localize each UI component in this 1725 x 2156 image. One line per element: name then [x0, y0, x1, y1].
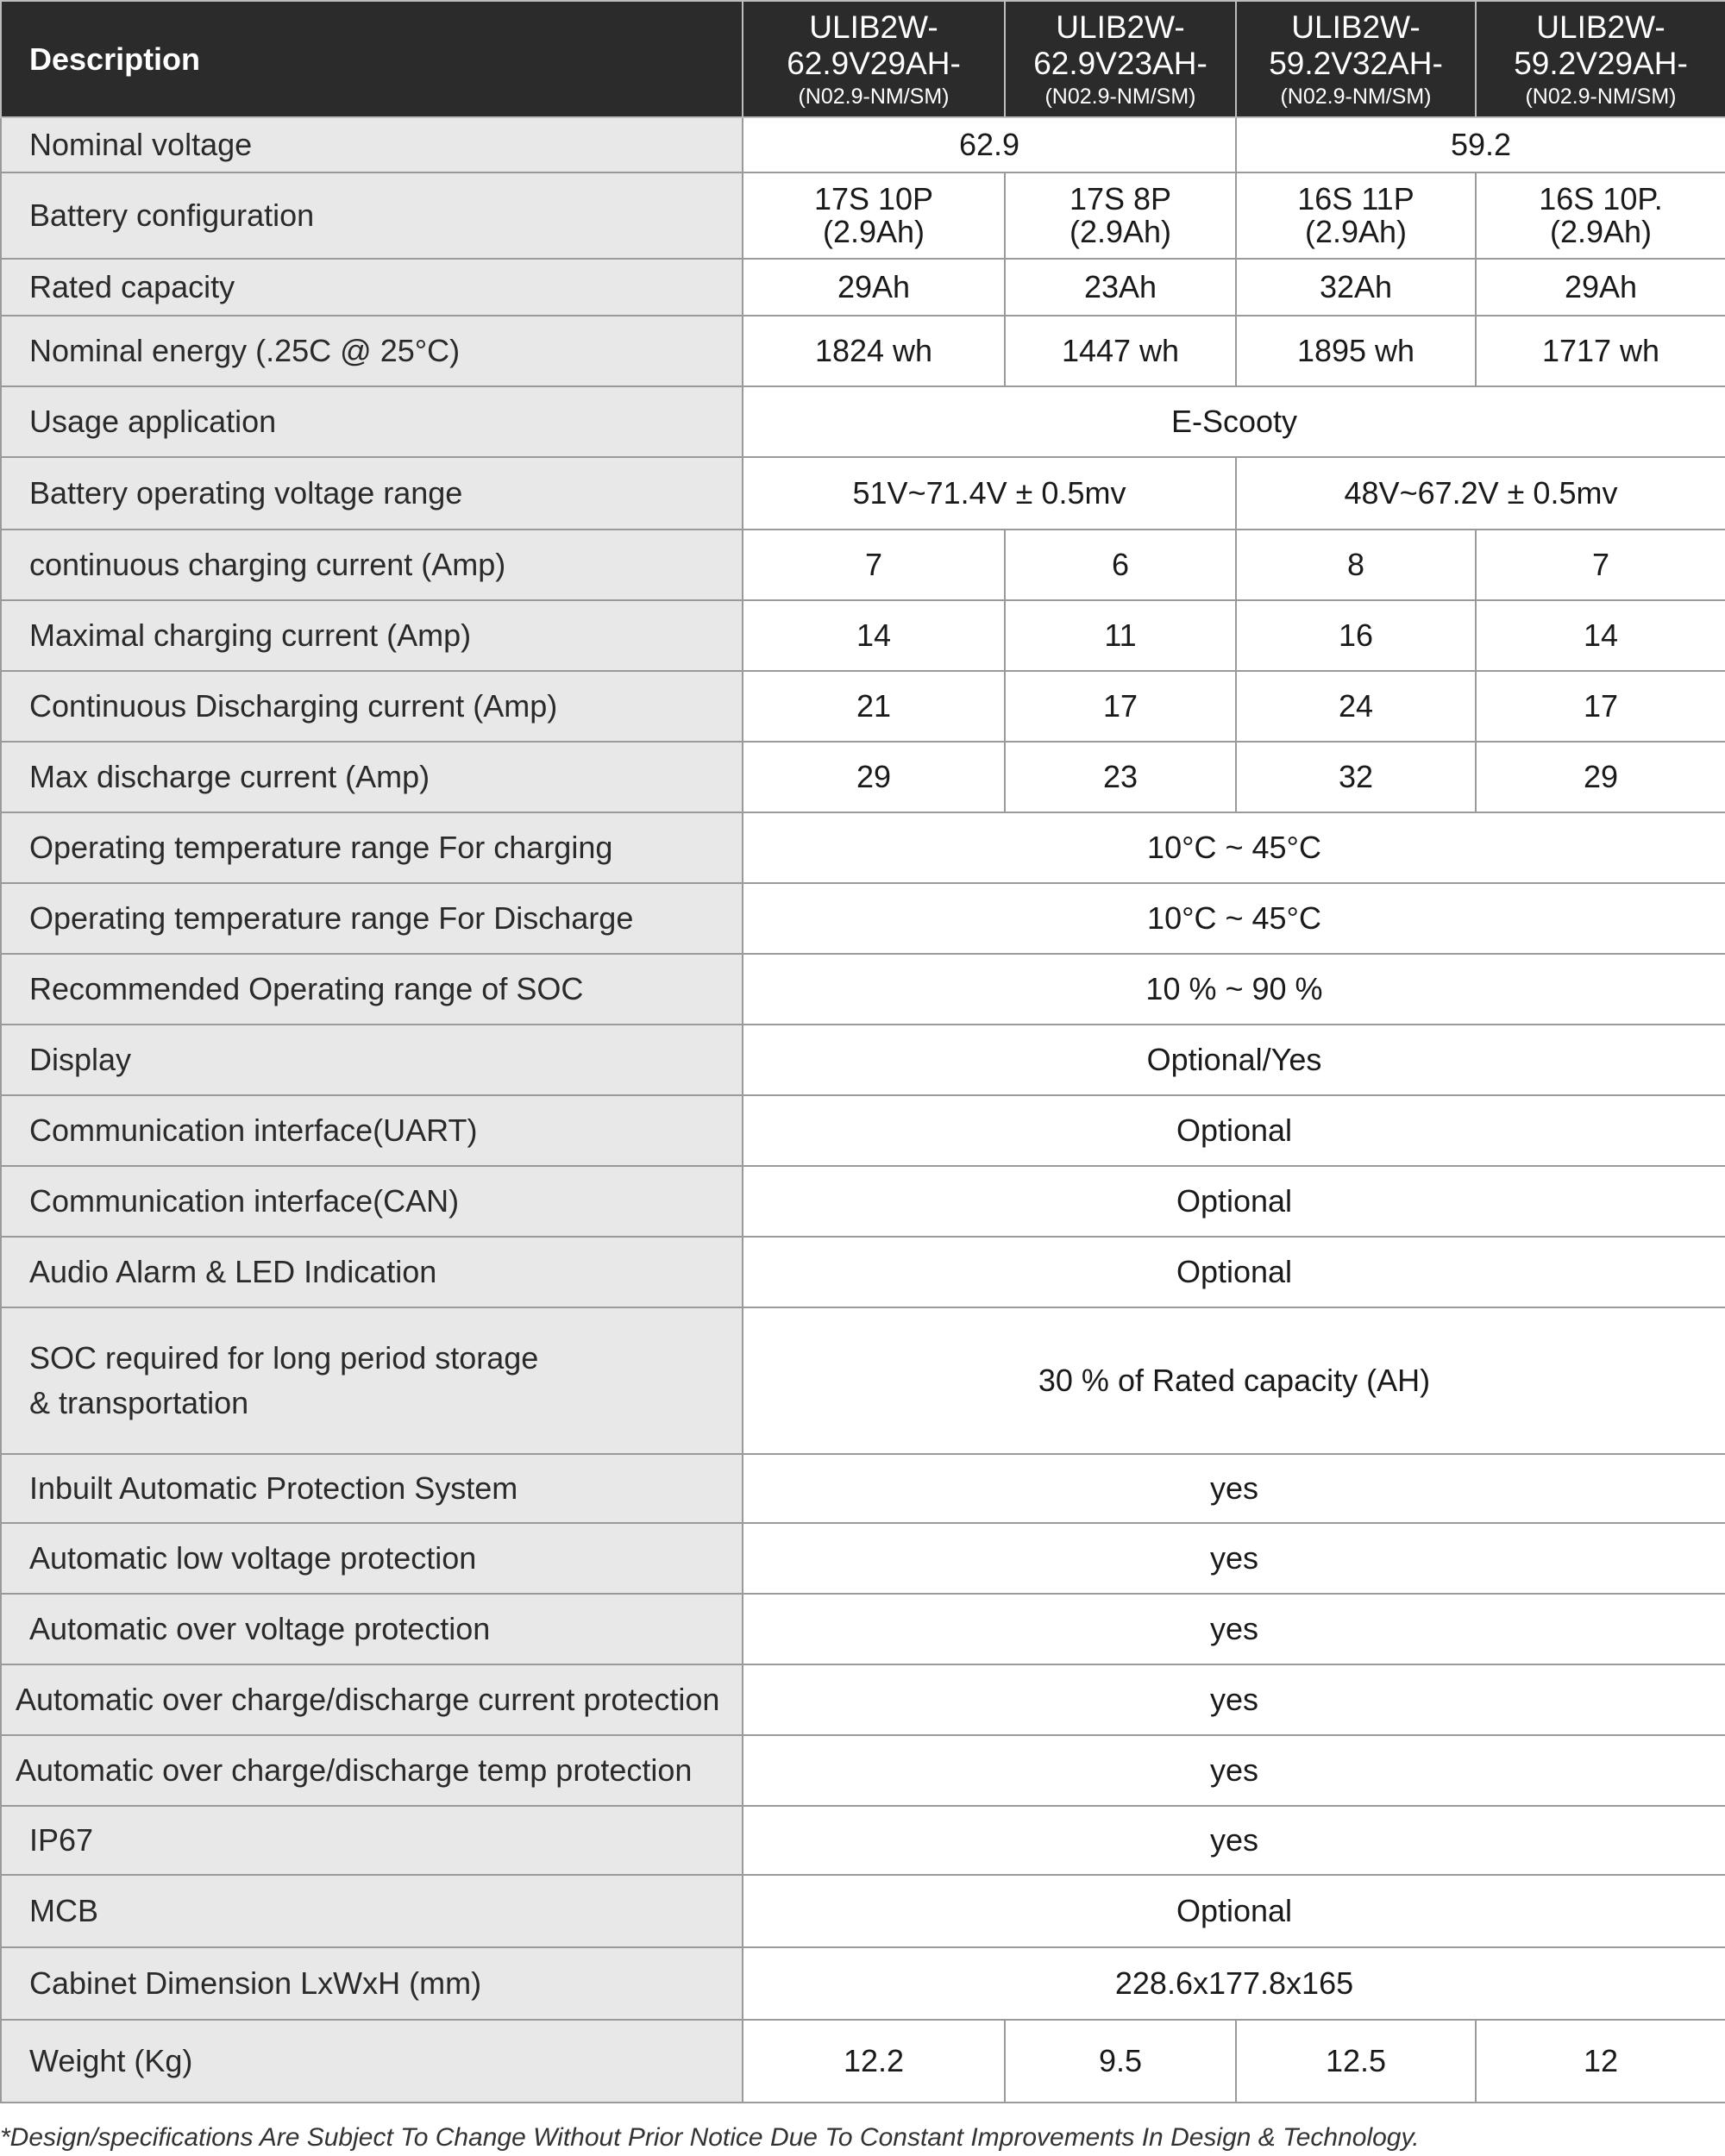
cell-value: 8	[1236, 530, 1476, 600]
cell-value: 10°C ~ 45°C	[743, 812, 1725, 883]
row-label-line2: & transportation	[29, 1385, 249, 1420]
table-row	[1, 457, 1725, 530]
config-cell: (2.9Ah)	[1069, 214, 1172, 249]
model-code: (N02.9-NM/SM)	[1525, 84, 1677, 109]
table-row	[1, 1947, 1725, 2020]
table-row	[1, 259, 1725, 316]
cell-value: 59.2	[1236, 117, 1725, 172]
row-label: Communication interface(CAN)	[1, 1166, 743, 1237]
cell-value: 32	[1236, 742, 1476, 812]
row-label: Recommended Operating range of SOC	[1, 954, 743, 1025]
model-header	[743, 1, 1005, 117]
row-label: IP67	[1, 1806, 743, 1875]
config-cell: (2.9Ah)	[1549, 214, 1653, 249]
model-code: (N02.9-NM/SM)	[1280, 84, 1432, 109]
cell-value: 29Ah	[1476, 259, 1725, 316]
table-row	[1, 812, 1725, 883]
row-label: Battery configuration	[1, 172, 743, 259]
cell-value: 17	[1476, 671, 1725, 742]
row-label: Automatic low voltage protection	[1, 1523, 743, 1594]
config-series: 16S 10P.	[1539, 181, 1663, 217]
row-label: Battery operating voltage range	[1, 457, 743, 530]
cell-value: 10°C ~ 45°C	[743, 883, 1725, 954]
row-label: Display	[1, 1025, 743, 1095]
row-label: Nominal energy (.25C @ 25°C)	[1, 316, 743, 386]
config-series: 17S 8P	[1069, 181, 1172, 217]
model-header	[1476, 1, 1725, 117]
cell-value: 12.2	[743, 2020, 1005, 2103]
cell-value	[743, 172, 1005, 259]
cell-value: 23Ah	[1005, 259, 1236, 316]
table-row	[1, 2020, 1725, 2103]
cell-value: 30 % of Rated capacity (AH)	[743, 1307, 1725, 1454]
cell-value: 14	[743, 600, 1005, 671]
table-row	[1, 883, 1725, 954]
table-row	[1, 742, 1725, 812]
row-label: Communication interface(UART)	[1, 1095, 743, 1166]
table-row	[1, 671, 1725, 742]
model-name-line1: ULIB2W-	[1056, 9, 1185, 46]
cell-value: 51V~71.4V ± 0.5mv	[743, 457, 1236, 530]
table-row	[1, 117, 1725, 172]
cell-value: 32Ah	[1236, 259, 1476, 316]
row-label: Audio Alarm & LED Indication	[1, 1237, 743, 1307]
table-row	[1, 1664, 1725, 1735]
model-name-line1: ULIB2W-	[809, 9, 938, 46]
cell-value: 6	[1005, 530, 1236, 600]
row-label: Maximal charging current (Amp)	[1, 600, 743, 671]
cell-value: yes	[743, 1735, 1725, 1806]
cell-value: 9.5	[1005, 2020, 1236, 2103]
model-header	[1005, 1, 1236, 117]
row-label: Continuous Discharging current (Amp)	[1, 671, 743, 742]
cell-value: E-Scooty	[743, 386, 1725, 457]
row-label: Rated capacity	[1, 259, 743, 316]
cell-value: 7	[1476, 530, 1725, 600]
cell-value: 23	[1005, 742, 1236, 812]
table-row	[1, 1307, 1725, 1454]
cell-value	[1476, 172, 1725, 259]
table-row	[1, 1523, 1725, 1594]
cell-value: 1824 wh	[743, 316, 1005, 386]
cell-value: 48V~67.2V ± 0.5mv	[1236, 457, 1725, 530]
model-name-line2: 62.9V29AH-	[787, 45, 961, 81]
cell-value: 62.9	[743, 117, 1236, 172]
row-label: MCB	[1, 1875, 743, 1947]
config-series: 17S 10P	[813, 181, 934, 217]
table-row	[1, 1735, 1725, 1806]
cell-value: 29	[1476, 742, 1725, 812]
cell-value: 16	[1236, 600, 1476, 671]
table-row	[1, 1594, 1725, 1664]
table-row	[1, 1095, 1725, 1166]
row-label: Automatic over voltage protection	[1, 1594, 743, 1664]
description-header: Description	[1, 1, 743, 117]
table-row	[1, 386, 1725, 457]
footnote: *Design/specifications Are Subject To Change Without Prior Notice Due To Constant Improvements In Design & Technology.	[0, 2123, 1420, 2152]
cell-value: 17	[1005, 671, 1236, 742]
model-code: (N02.9-NM/SM)	[1044, 84, 1196, 109]
row-label: continuous charging current (Amp)	[1, 530, 743, 600]
config-series: 16S 11P	[1297, 181, 1414, 217]
table-row	[1, 1237, 1725, 1307]
cell-value: yes	[743, 1454, 1725, 1523]
table-row	[1, 954, 1725, 1025]
row-label: Usage application	[1, 386, 743, 457]
table-row	[1, 172, 1725, 259]
table-row	[1, 1166, 1725, 1237]
cell-value: Optional	[743, 1166, 1725, 1237]
cell-value: 1717 wh	[1476, 316, 1725, 386]
row-label: Weight (Kg)	[1, 2020, 743, 2103]
cell-value: yes	[743, 1806, 1725, 1875]
table-row	[1, 1454, 1725, 1523]
model-name-line2: 59.2V29AH-	[1514, 45, 1688, 81]
cell-value	[1005, 172, 1236, 259]
cell-value: yes	[743, 1664, 1725, 1735]
cell-value	[1236, 172, 1476, 259]
config-cell: (2.9Ah)	[1304, 214, 1408, 249]
row-label: Operating temperature range For Discharge	[1, 883, 743, 954]
table-row	[1, 530, 1725, 600]
model-name-line1: ULIB2W-	[1291, 9, 1421, 46]
cell-value: 228.6x177.8x165	[743, 1947, 1725, 2020]
model-name-line2: 62.9V23AH-	[1033, 45, 1208, 81]
cell-value: 14	[1476, 600, 1725, 671]
cell-value: Optional	[743, 1875, 1725, 1947]
cell-value: 29	[743, 742, 1005, 812]
cell-value: 1895 wh	[1236, 316, 1476, 386]
cell-value: 24	[1236, 671, 1476, 742]
cell-value: yes	[743, 1523, 1725, 1594]
row-label	[1, 1307, 743, 1454]
table-row	[1, 600, 1725, 671]
cell-value: 7	[743, 530, 1005, 600]
cell-value: 21	[743, 671, 1005, 742]
table-row	[1, 1875, 1725, 1947]
row-label: Inbuilt Automatic Protection System	[1, 1454, 743, 1523]
cell-value: 29Ah	[743, 259, 1005, 316]
cell-value: Optional	[743, 1095, 1725, 1166]
cell-value: yes	[743, 1594, 1725, 1664]
row-label: Operating temperature range For charging	[1, 812, 743, 883]
cell-value: Optional	[743, 1237, 1725, 1307]
model-code: (N02.9-NM/SM)	[798, 84, 950, 109]
cell-value: 11	[1005, 600, 1236, 671]
cell-value: 12.5	[1236, 2020, 1476, 2103]
model-header	[1236, 1, 1476, 117]
model-name-line1: ULIB2W-	[1536, 9, 1665, 46]
row-label-line1: SOC required for long period storage	[29, 1340, 539, 1376]
header-row	[1, 1, 1725, 117]
cell-value: 10 % ~ 90 %	[743, 954, 1725, 1025]
table-row	[1, 1025, 1725, 1095]
cell-value: Optional/Yes	[743, 1025, 1725, 1095]
model-name-line2: 59.2V32AH-	[1269, 45, 1443, 81]
row-label: Max discharge current (Amp)	[1, 742, 743, 812]
cell-value: 1447 wh	[1005, 316, 1236, 386]
cell-value: 12	[1476, 2020, 1725, 2103]
row-label: Automatic over charge/discharge temp protection	[1, 1735, 743, 1806]
table-row	[1, 1806, 1725, 1875]
config-cell: (2.9Ah)	[822, 214, 925, 249]
table-row	[1, 316, 1725, 386]
row-label: Nominal voltage	[1, 117, 743, 172]
row-label: Cabinet Dimension LxWxH (mm)	[1, 1947, 743, 2020]
row-label: Automatic over charge/discharge current protection	[1, 1664, 743, 1735]
